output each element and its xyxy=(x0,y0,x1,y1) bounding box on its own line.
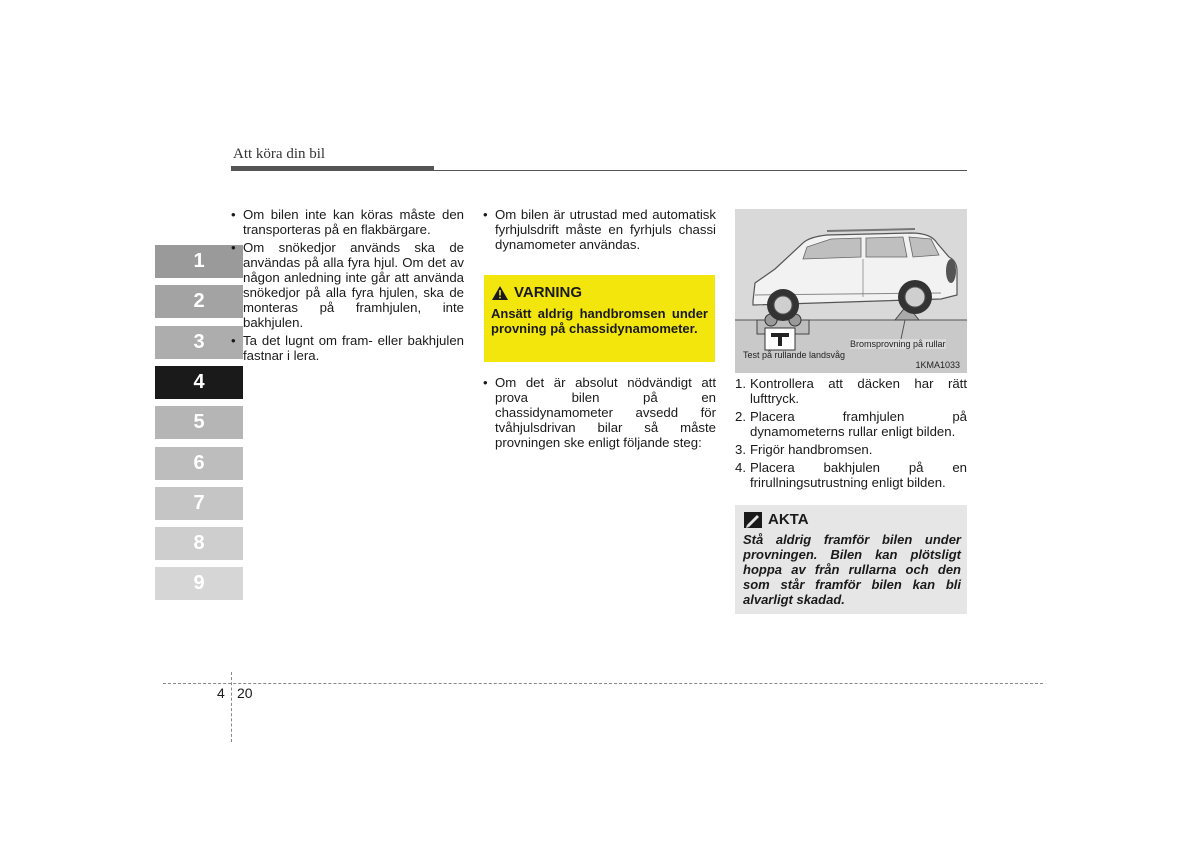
step-item: 3. Frigör handbromsen. xyxy=(735,442,873,457)
dynamometer-figure xyxy=(735,209,967,373)
caution-pencil-icon xyxy=(744,512,762,528)
chapter-tab-5[interactable]: 5 xyxy=(155,406,243,439)
caution-box xyxy=(735,505,967,614)
figure-code: 1KMA1033 xyxy=(915,360,960,370)
step-item: 4. Placera bakhjulen på en frirullningsutrustning enligt bilden. xyxy=(735,460,967,490)
column-1 xyxy=(231,207,464,366)
footer-rule xyxy=(163,683,1043,684)
footer-divider xyxy=(231,672,232,742)
bullet-item: • Ta det lugnt om fram- eller bakhjulen fastnar i lera. xyxy=(231,333,464,363)
warning-triangle-icon xyxy=(492,286,508,300)
caution-title: AKTA xyxy=(768,511,809,528)
page-chapter-number: 4 xyxy=(217,685,225,701)
bullet-item: • Om bilen inte kan köras måste den transporteras på en flakbärgare. xyxy=(231,207,464,237)
column-2-lower xyxy=(483,375,716,453)
figure-label-right: Bromsprovning på rullar xyxy=(850,339,946,349)
caution-text: Stå aldrig framför bilen under provningen. Bilen kan plötsligt hoppa av från rullarna och den som står framför bilen kan bli alvarligt skadad. xyxy=(743,532,961,607)
chapter-tab-2[interactable]: 2 xyxy=(155,285,243,318)
figure-label-left: Test på rullande landsvåg xyxy=(743,350,846,360)
page-number: 20 xyxy=(237,685,253,701)
step-item: 2. Placera framhjulen på dynamometerns rullar enligt bilden. xyxy=(735,409,967,439)
column-2 xyxy=(483,207,716,255)
chapter-tab-1[interactable]: 1 xyxy=(155,245,243,278)
bullet-item: • Om snökedjor används ska de användas på alla fyra hjul. Om det av någon anledning inte går att använda snökedjor på alla fyra hjulen, ska de monteras på framhjulen, inte bakhjulen. xyxy=(231,240,464,330)
header-title: Att köra din bil xyxy=(233,146,326,162)
step-item: 1. Kontrollera att däcken har rätt lufttryck. xyxy=(735,376,967,406)
warning-box xyxy=(484,275,715,362)
warning-text: Ansätt aldrig handbromsen under provning på chassidynamometer. xyxy=(491,306,708,336)
bullet-item: • Om det är absolut nödvändigt att prova bilen på en chassidynamometer avsedd för tvåhjulsdrivan bilar så måste provningen ske enligt följande steg: xyxy=(483,375,716,450)
chapter-tab-8[interactable]: 8 xyxy=(155,527,243,560)
warning-title: VARNING xyxy=(514,284,583,301)
steps-list xyxy=(735,376,967,493)
chapter-tab-4[interactable]: 4 xyxy=(155,366,243,399)
chapter-tab-9[interactable]: 9 xyxy=(155,567,243,600)
chapter-tab-3[interactable]: 3 xyxy=(155,326,243,359)
chapter-tab-7[interactable]: 7 xyxy=(155,487,243,520)
bullet-item: • Om bilen är utrustad med automatisk fyrhjulsdrift måste en fyrhjuls chassi dynamometer användas. xyxy=(483,207,716,252)
header-rule xyxy=(231,170,967,171)
chapter-tab-6[interactable]: 6 xyxy=(155,447,243,480)
